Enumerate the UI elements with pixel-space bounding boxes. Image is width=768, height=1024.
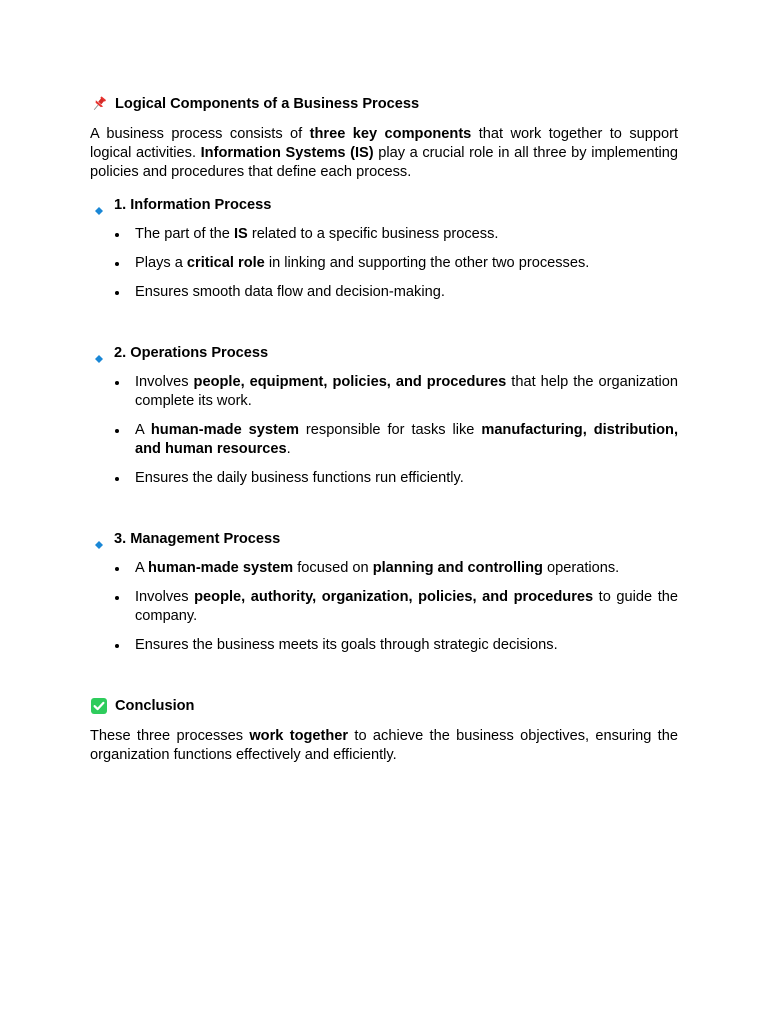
list-item-text	[135, 226, 498, 242]
list-item-text	[135, 284, 445, 300]
text-run: operations.	[542, 560, 620, 576]
text-run: that work together to support logical activities.	[90, 126, 679, 161]
bold-text-run: human-made system	[150, 422, 299, 438]
text-run: Ensures smooth data flow and decision-making.	[135, 284, 445, 300]
check-mark-button-icon	[90, 697, 108, 715]
text-run: A	[135, 560, 148, 576]
section-heading-label: 2. Operations Process	[114, 345, 269, 361]
bullet-dot	[115, 567, 119, 571]
text-run: Ensures the daily business functions run efficiently.	[135, 470, 464, 486]
list-item-text	[135, 589, 678, 624]
list-item	[90, 636, 678, 655]
text-run: to achieve the business objectives, ensuring the organization functions effectively and efficiently.	[90, 728, 678, 763]
bold-text-run: IS	[233, 226, 248, 242]
list-item	[90, 588, 678, 626]
blue-diamond-icon	[95, 349, 103, 357]
bullet-dot	[115, 596, 119, 600]
pushpin-icon	[90, 95, 108, 113]
list-item	[90, 421, 678, 459]
text-run: responsible for tasks like	[298, 422, 482, 438]
bullet-dot	[115, 477, 119, 481]
text-run: .	[286, 441, 291, 457]
bullet-dot	[115, 429, 119, 433]
bold-text-run: people, authority, organization, policies, and procedures	[194, 589, 594, 605]
list-item-text	[135, 560, 619, 576]
section-heading-operations-process	[90, 343, 678, 363]
text-run: Involves	[135, 589, 195, 605]
bold-text-run: planning and controlling	[372, 560, 543, 576]
section-heading-label: 1. Information Process	[114, 197, 272, 213]
bold-text-run: human-made system	[147, 560, 294, 576]
bold-text-run: Information Systems (IS)	[200, 145, 374, 161]
text-run: to guide the company.	[135, 589, 678, 624]
conclusion-heading-row	[90, 696, 678, 716]
text-run: related to a specific business process.	[247, 226, 499, 242]
list-item	[90, 559, 678, 578]
blue-diamond-icon	[95, 535, 103, 543]
bold-text-run: people, equipment, policies, and procedures	[193, 374, 507, 390]
list-item	[90, 373, 678, 411]
text-run: A	[135, 422, 151, 438]
text-run: The part of the	[135, 226, 234, 242]
bold-text-run: manufacturing, distribution, and human resources	[135, 422, 679, 457]
bold-text-run: work together	[249, 728, 349, 744]
document-title: Logical Components of a Business Process	[115, 96, 420, 112]
text-run: in linking and supporting the other two processes.	[264, 255, 590, 271]
section-heading-label: 3. Management Process	[114, 531, 281, 547]
list-item-text	[135, 470, 464, 486]
text-run: Involves	[135, 374, 194, 390]
document-content	[90, 94, 678, 765]
operations-process-list	[90, 373, 678, 488]
bold-text-run: three key components	[309, 126, 472, 142]
information-process-list	[90, 225, 678, 302]
text-run: Plays a	[135, 255, 187, 271]
list-item-text	[135, 422, 678, 457]
text-run: focused on	[293, 560, 373, 576]
list-item-text	[135, 255, 589, 271]
bullet-dot	[115, 381, 119, 385]
bullet-dot	[115, 262, 119, 266]
text-run: that help the organization complete its work.	[135, 374, 679, 409]
list-item	[90, 225, 678, 244]
text-run: These three processes	[90, 728, 250, 744]
blue-diamond-icon	[95, 201, 103, 209]
text-run: play a crucial role in all three by implementing policies and procedures that define each process.	[90, 145, 678, 180]
text-run: A business process consists of	[90, 126, 310, 142]
list-item-text	[135, 637, 558, 653]
document-title-row	[90, 94, 678, 114]
list-item-text	[135, 374, 678, 409]
section-heading-management-process	[90, 529, 678, 549]
bold-text-run: critical role	[186, 255, 265, 271]
bullet-dot	[115, 291, 119, 295]
section-heading-information-process	[90, 195, 678, 215]
conclusion-heading: Conclusion	[115, 698, 195, 714]
list-item	[90, 283, 678, 302]
text-run: Ensures the business meets its goals through strategic decisions.	[135, 637, 558, 653]
bullet-dot	[115, 644, 119, 648]
bullet-dot	[115, 233, 119, 237]
conclusion-paragraph	[90, 727, 678, 765]
intro-paragraph	[90, 125, 678, 182]
management-process-list	[90, 559, 678, 655]
list-item	[90, 469, 678, 488]
list-item	[90, 254, 678, 273]
